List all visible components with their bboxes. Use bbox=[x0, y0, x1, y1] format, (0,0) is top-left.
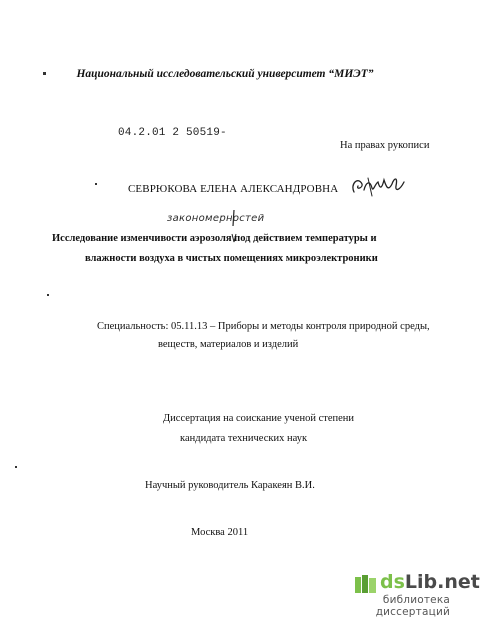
degree-line-1: Диссертация на соискание ученой степени bbox=[163, 413, 355, 424]
author-signature bbox=[348, 170, 408, 200]
watermark-logo bbox=[380, 571, 480, 593]
scan-speck bbox=[95, 183, 97, 185]
specialty-line-2: веществ, материалов и изделий bbox=[158, 339, 299, 350]
handwritten-insert: закономерностей bbox=[167, 213, 265, 224]
scan-speck bbox=[47, 294, 49, 296]
watermark[interactable] bbox=[326, 571, 480, 618]
watermark-net: .net bbox=[437, 571, 480, 593]
scientific-advisor: Научный руководитель Каракеян В.И. bbox=[145, 480, 315, 491]
scan-speck bbox=[15, 466, 17, 468]
watermark-lib: Lib bbox=[404, 571, 438, 593]
watermark-ds: ds bbox=[380, 571, 405, 593]
dissertation-title-line-1: Исследование изменчивости аэрозоля под действием температуры и bbox=[52, 233, 377, 244]
specialty-line-1: Специальность: 05.11.13 – Приборы и методы контроля природной среды, bbox=[97, 321, 430, 332]
city-year: Москва 2011 bbox=[191, 527, 249, 538]
watermark-tagline: библиотека диссертаций bbox=[375, 594, 450, 618]
degree-line-2: кандидата технических наук bbox=[180, 433, 308, 444]
books-icon bbox=[354, 574, 378, 594]
author-name: СЕВРЮКОВА ЕЛЕНА АЛЕКСАНДРОВНА bbox=[128, 183, 339, 195]
rights-note: На правах рукописи bbox=[340, 140, 430, 151]
library-stamp: 04.2.01 2 50519- bbox=[118, 127, 227, 139]
dissertation-title-line-2: влажности воздуха в чистых помещениях микроэлектроники bbox=[85, 253, 378, 264]
university-name: Национальный исследовательский университет “МИЭТ” bbox=[76, 68, 374, 80]
